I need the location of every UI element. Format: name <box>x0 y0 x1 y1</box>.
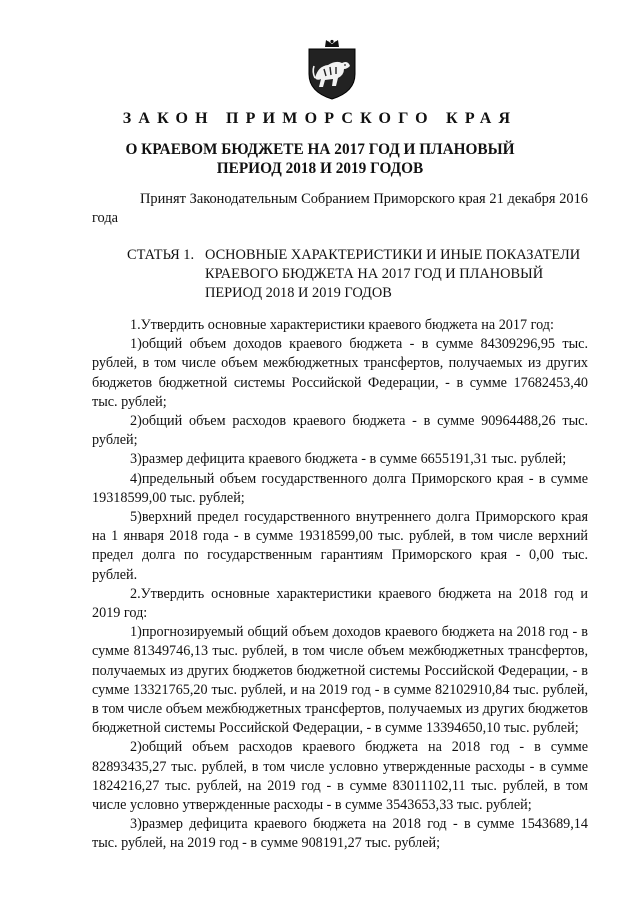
adoption-note: Принят Законодательным Собранием Приморского края 21 декабря 2016 года <box>92 191 588 226</box>
paragraph: 2)общий объем расходов краевого бюджета - в сумме 90964488,26 тыс. рублей; <box>92 413 588 449</box>
subtitle-line-2: ПЕРИОД 2018 И 2019 ГОДОВ <box>216 160 424 177</box>
paragraph: 3)размер дефицита краевого бюджета на 2018 год - в сумме 1543689,14 тыс. рублей, на 2019 год - в сумме 908191,27 тыс. рублей; <box>92 816 588 852</box>
paragraph: 1)общий объем доходов краевого бюджета - в сумме 84309296,95 тыс. рублей, в том числе объем межбюджетных трансфертов, получаемых из других бюджетов бюджетной системы Российской Федерации, - в сумме 17682453,40 тыс. рублей; <box>92 336 588 410</box>
paragraph: 1.Утвердить основные характеристики краевого бюджета на 2017 год: <box>130 317 554 333</box>
law-subtitle <box>60 140 580 178</box>
paragraph: 3)размер дефицита краевого бюджета - в сумме 6655191,31 тыс. рублей; <box>130 451 567 468</box>
paragraph: 2.Утвердить основные характеристики краевого бюджета на 2018 год и 2019 год: <box>92 585 588 622</box>
law-title: ЗАКОН ПРИМОРСКОГО КРАЯ <box>122 110 518 127</box>
subtitle-line-1: О КРАЕВОМ БЮДЖЕТЕ НА 2017 ГОД И ПЛАНОВЫЙ <box>125 141 515 158</box>
article-body <box>92 316 588 854</box>
article-number: СТАТЬЯ 1. <box>127 247 195 263</box>
coat-of-arms-icon <box>306 38 358 100</box>
paragraph: 1)прогнозируемый общий объем доходов краевого бюджета на 2018 год - в сумме 81349746,13 тыс. рублей, в том числе объем межбюджетных трансфертов, получаемых из других бюджетов бюджетной системы Российской Федерации, - в сумме 13321765,20 тыс. рублей, и на 2019 год - в сумме 82102910,84 тыс. рублей, в том числе объем межбюджетных трансфертов, получаемых из других бюджетов бюджетной системы Российской Федерации, - в сумме 13394650,10 тыс. рублей; <box>92 624 588 737</box>
paragraph: 5)верхний предел государственного внутреннего долга Приморского края на 1 января 2018 года - в сумме 19318599,00 тыс. рублей, в том числе верхний предел долга по государственным гарантиям Приморского края - 0,00 тыс. рублей. <box>92 509 588 583</box>
paragraph: 4)предельный объем государственного долга Приморского края - в сумме 19318599,00 тыс. рублей; <box>92 470 588 506</box>
article-title: ОСНОВНЫЕ ХАРАКТЕРИСТИКИ И ИНЫЕ ПОКАЗАТЕЛИ КРАЕВОГО БЮДЖЕТА НА 2017 ГОД И ПЛАНОВЫЙ ПЕРИОД 2018 И 2019 ГОДОВ <box>205 247 581 301</box>
paragraph: 2)общий объем расходов краевого бюджета на 2018 год - в сумме 82893435,27 тыс. рублей, в том числе условно утвержденные расходы - в сумме 1824216,27 тыс. рублей, на 2019 год - в сумме 83011102,11 тыс. рублей, в том числе условно утвержденные расходы - в сумме 3543653,33 тыс. рублей; <box>92 739 588 814</box>
